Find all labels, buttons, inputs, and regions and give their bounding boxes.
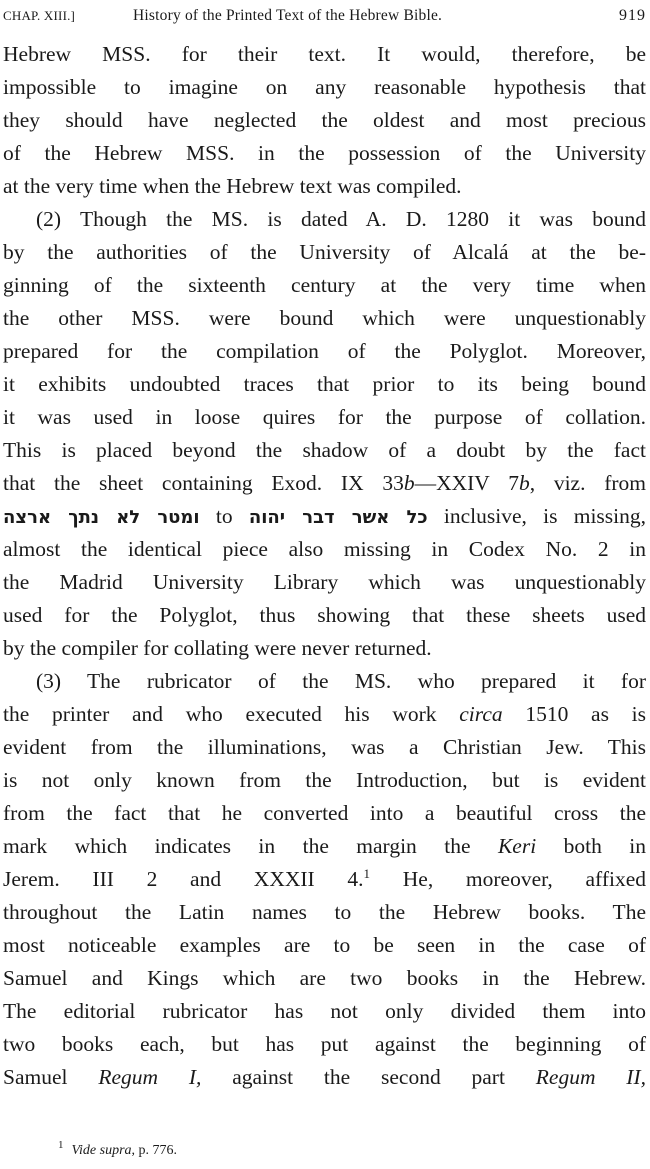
text-segment: Samuel	[3, 1065, 99, 1089]
italic-segment: circa	[459, 702, 503, 726]
text-segment: , viz. from	[529, 471, 646, 495]
text-line: from the fact that he converted into a beautiful cross the	[3, 801, 646, 825]
text-line: it exhibits undoubted traces that prior to its being bound	[3, 372, 646, 396]
footnote-mark: 1	[58, 1139, 64, 1152]
footnote	[58, 1140, 177, 1162]
text-line: is not only known from the Introduction, but is evident	[3, 768, 646, 792]
page-number: 919	[619, 7, 646, 24]
text-line: by the compiler for collating were never returned.	[3, 636, 432, 660]
text-segment: Jerem. III 2 and XXXII 4.	[3, 867, 364, 891]
text-segment: that the sheet containing Exod. IX 33	[3, 471, 404, 495]
text-line: impossible to imagine on any reasonable hypothesis that	[3, 75, 646, 99]
text-line: This is placed beyond the shadow of a doubt by the fact	[3, 438, 646, 462]
paragraph-3-start: (3) The rubricator of the MS. who prepared it for	[36, 669, 646, 693]
paragraph-2-start: (2) Though the MS. is dated A. D. 1280 it was bound	[36, 207, 646, 231]
text-segment: mark which indicates in the margin the	[3, 834, 498, 858]
footnote-page: , p. 776.	[131, 1143, 178, 1158]
italic-segment: b	[518, 471, 530, 495]
italic-segment: Regum II,	[535, 1065, 646, 1089]
text-segment: to	[199, 504, 249, 528]
text-line	[3, 697, 646, 731]
footnote-reference[interactable]: 1	[363, 865, 371, 881]
text-line	[3, 1060, 646, 1094]
text-line: evident from the illuminations, was a Christian Jew. This	[3, 735, 646, 759]
text-line: two books each, but has put against the beginning of	[3, 1032, 646, 1056]
text-line: Samuel and Kings which are two books in the Hebrew.	[3, 966, 646, 990]
italic-segment: Regum I,	[98, 1065, 202, 1089]
text-line: they should have neglected the oldest and most precious	[3, 108, 646, 132]
running-header	[3, 4, 646, 28]
text-segment: against the second part	[201, 1065, 536, 1089]
text-line: the Madrid University Library which was unquestionably	[3, 570, 646, 594]
text-line	[3, 829, 646, 863]
chapter-label: CHAP. XIII.]	[3, 8, 76, 23]
text-line: the other MSS. were bound which were unquestionably	[3, 306, 646, 330]
italic-segment: b	[403, 471, 415, 495]
text-line: almost the identical piece also missing in Codex No. 2 in	[3, 537, 646, 561]
text-line	[3, 499, 646, 533]
text-line: by the authorities of the University of Alcalá at the be-	[3, 240, 646, 264]
running-title: History of the Printed Text of the Hebrew Bible.	[133, 7, 443, 24]
text-line: at the very time when the Hebrew text was compiled.	[3, 174, 462, 198]
text-segment: —XXIV 7	[414, 471, 519, 495]
hebrew-quote: כל אשר דבר יהוה	[248, 507, 428, 528]
text-line: used for the Polyglot, thus showing that these sheets used	[3, 603, 646, 627]
text-segment: inclusive, is missing,	[427, 504, 646, 528]
text-segment: both in	[536, 834, 647, 858]
footnote-citation: Vide supra	[71, 1143, 132, 1158]
text-segment: the printer and who executed his work	[3, 702, 460, 726]
text-line: The editorial rubricator has not only divided them into	[3, 999, 646, 1023]
text-line	[3, 862, 646, 896]
text-line: ginning of the sixteenth century at the very time when	[3, 273, 646, 297]
text-line: throughout the Latin names to the Hebrew books. The	[3, 900, 646, 924]
text-line: most noticeable examples are to be seen in the case of	[3, 933, 646, 957]
text-line: Hebrew MSS. for their text. It would, therefore, be	[3, 42, 646, 66]
text-line: of the Hebrew MSS. in the possession of the University	[3, 141, 646, 165]
text-line: it was used in loose quires for the purpose of collation.	[3, 405, 646, 429]
text-line: prepared for the compilation of the Polyglot. Moreover,	[3, 339, 646, 363]
text-segment: He, moreover, affixed	[370, 867, 646, 891]
text-line	[3, 466, 646, 500]
italic-segment: Keri	[497, 834, 537, 858]
hebrew-quote: ומטר לא נתך ארצה	[3, 507, 200, 528]
text-segment: 1510 as is	[502, 702, 646, 726]
